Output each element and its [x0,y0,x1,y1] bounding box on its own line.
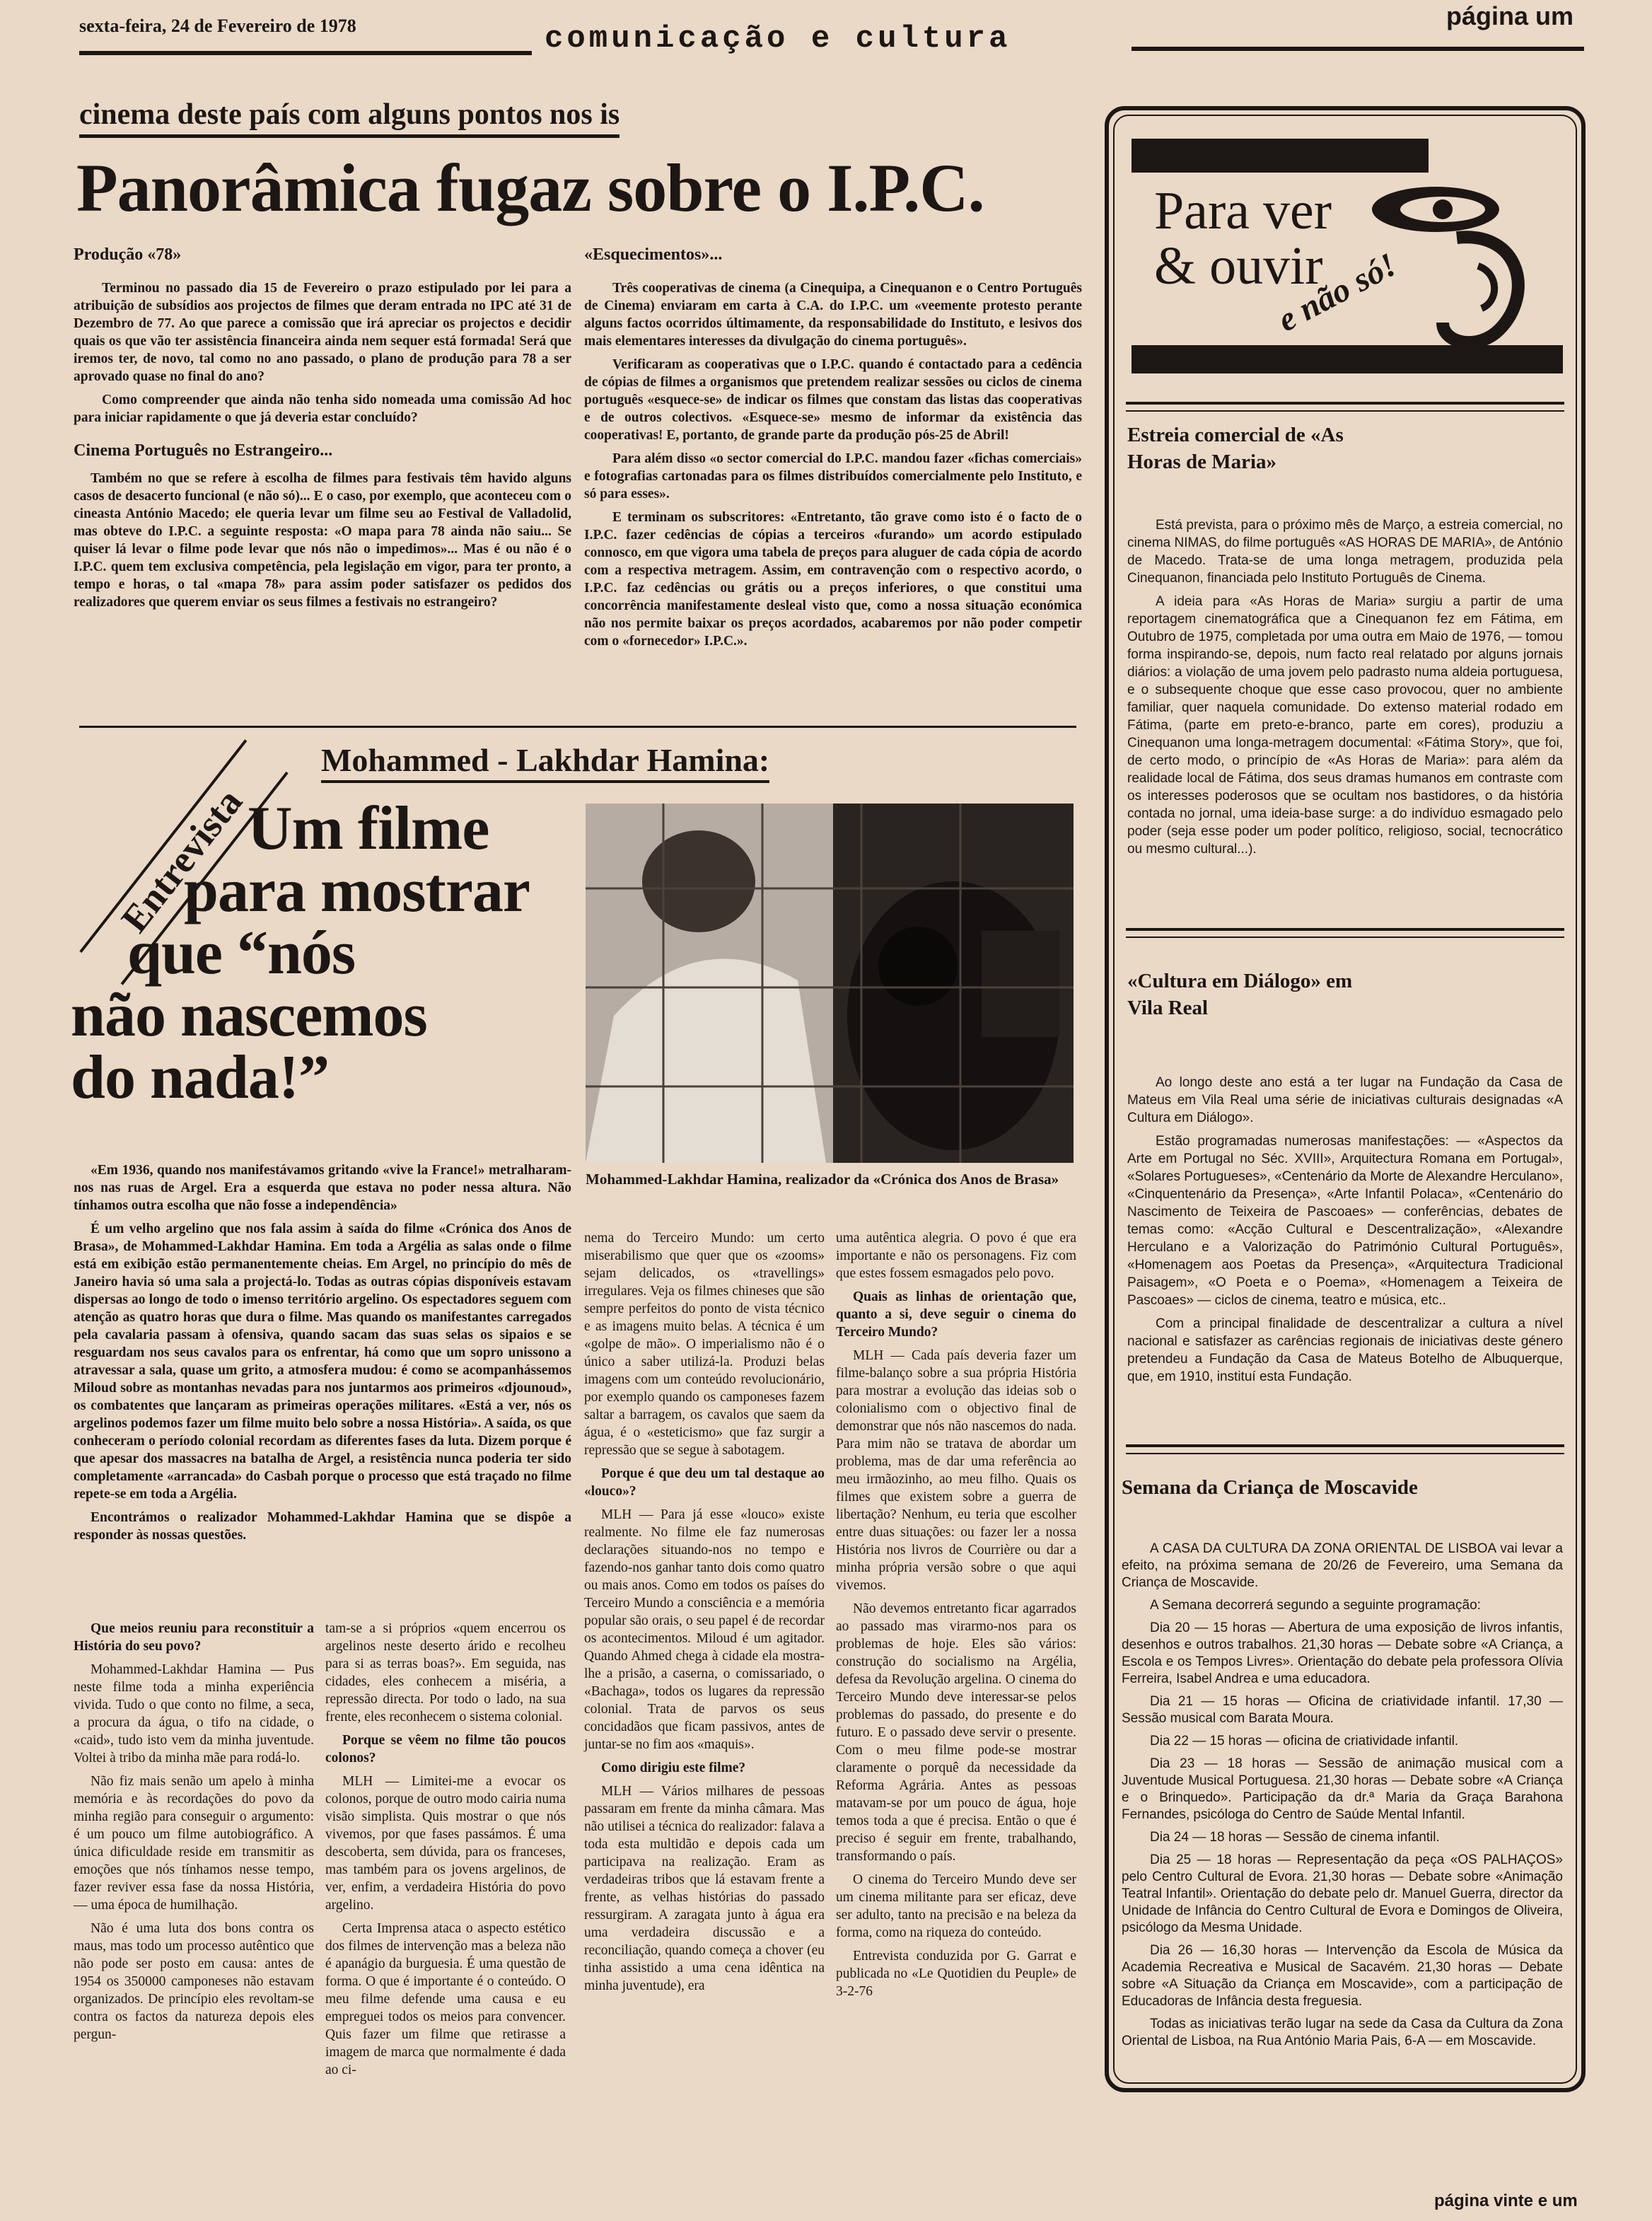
interview-question: Como dirigiu este filme? [601,1761,746,1775]
sidebar-paragraph: Com a principal finalidade de descentralizar a cultura a nível nacional e satisfazer as carências regionais de iniciativas deste género pretendeu a Fundação da Casa de Mateus Botelho de Albuquerque, que, em 1910, instituí esta Fundação. [1127,1316,1563,1384]
sidebar-paragraph: Estão programadas numerosas manifestações: — «Aspectos da Arte em Portugal no Séc. XVIII», Arquitectura Romana em Portugal», «Solares Portugueses», «Centenário da Morte de Alexandre Herculano», «Cinquentenário da Presença», «Arte Infantil Polaca», «Centenário do Nascimento de Teixeira de Pascoaes» — conferências, debates de temas como: «Acção Cultural e Descentralização», «Alexandre Herculano e a Valorização do Património Cultural Português», «Homenagem aos Poetas da Presença», «Arquitectura Tradicional Paisagem», «O Poeta e o Poema», «Homenagem a Teixeira de Pascoaes» — ciclos de cinema, teatro e música, etc.. [1127,1134,1563,1308]
section-title: comunicação e cultura [545,21,1011,57]
interview-answer: nema do Terceiro Mundo: um certo miserabilismo que quer que os «zooms» sejam delicados, os «travellings» irregulares. Veja os filmes chineses que são sempre perfeitos do ponto de vista técnico e as imagens muito belas. A técnica é um «golpe de mão». O imperialismo não é o único a saber utilizá-la. Produzi belas imagens com um conteúdo revolucionário, por exemplo quando os camponeses fazem saltar a barragem, os cavalos que saem da água, é o «esteticismo» que faz surgir a repressão que se segue à sabotagem. [584,1231,825,1458]
headline-line: não nascemos [71,981,427,1050]
sidebar-item-title: Estreia comercial de «As Horas de Maria» [1127,424,1344,473]
interview-lead [74,1161,571,1550]
sidebar-item-title: Semana da Criança de Moscavide [1122,1476,1418,1499]
interview-tag: Entrevista [112,780,251,941]
interview-answer: Mohammed-Lakhdar Hamina — Pus neste filme toda a minha experiência vivida. Tudo o que conto no filme, a seca, a procura da água, o tifo na cidade, o «caid», tudo isto vem da minha juventude. Voltei à tribo da minha mãe para rodá-lo. [74,1662,314,1765]
sidebar-item-body [1127,516,1563,858]
ipc-subhead-production: Produção «78» [74,245,182,264]
ipc-column-1 [74,246,571,617]
headline-line: para mostrar [184,857,530,925]
ipc-column-2 [584,246,1082,656]
interview-column-c [584,1229,825,2000]
ipc-paragraph: E terminam os subscritores: «Entretanto, tão grave como isto é o facto de o I.P.C. fazer cedências de cópias a terceiros «furando» um acordo estipulado connosco, em que vigora uma tabela de preços para aluguer de cada cópia de acordo com a respectiva metragem. Assim, em contravenção com o respectivo acordo, o I.P.C. faz cedências ou grátis ou a preços inferiores, o que constitui uma concorrência manifestamente desleal visto que, como a nossa situação económica não nos permite baixar os preços acordados, acabaremos por não poder competir com o «fornecedor» I.P.C.». [584,510,1082,649]
interview-headline [71,794,580,1112]
headline-line: do nada!” [71,1043,330,1112]
continued-on-page: página vinte e um [1434,2191,1578,2210]
photo-illustration [586,804,1074,1163]
logo-line-1: Para ver [1154,181,1332,240]
programme-day: Dia 20 — 15 horas — Abertura de uma exposição de livros infantis, desenhos e outros trabalhos. 21,30 horas — Debate sobre «A Criança, a Escola e os Tempos Livres». Orientação do debate pela professora Olívia Ferreira, Isabel Andrea e uma educadora. [1122,1620,1563,1686]
ipc-paragraph: Como compreender que ainda não tenha sido nomeada uma comissão Ad hoc para iniciar rapidamente o que já deveria estar concluído? [74,393,571,425]
interview-question: Porque se vêem no filme tão poucos colonos? [325,1733,566,1765]
sidebar-paragraph: A Semana decorrerá segundo a seguinte programação: [1150,1598,1481,1613]
headline-line: Um filme [248,794,489,863]
programme-day: Dia 21 — 15 horas — Oficina de criatividade infantil. 17,30 — Sessão musical com Barata Moura. [1122,1694,1563,1726]
ipc-subhead-forgetting: «Esquecimentos»... [584,245,723,264]
interview-answer: uma autêntica alegria. O povo é que era importante e não os personagens. Fiz com que estes fossem esmagados pelo povo. [836,1231,1076,1281]
ipc-paragraph: Terminou no passado dia 15 de Fevereiro o prazo estipulado por lei para a atribuição de subsídios aos projectos de filmes que deram entrada no IPC até 31 de Dezembro de 77. Ao que parece a comissão que irá apreciar os projectos e decidir quais os que vão ter assistência financeira ainda nem sequer está formada! Será que iremos ter, de novo, tal como no ano passado, o plano de produção para 78 a ser aprovado quase no final do ano? [74,281,571,384]
masthead-rule-right [1132,47,1584,51]
interview-answer: Certa Imprensa ataca o aspecto estético dos filmes de intervenção mas a beleza não é apanágio da burguesia. É uma questão de forma. O que é importante é o conteúdo. O meu filme defende uma causa e eu empreguei todos os meios para convencer. Quis fazer um filme que retirasse a imagem de marca que normalmente é dada ao ci- [325,1921,566,2077]
sidebar-paragraph: Está prevista, para o próximo mês de Março, a estreia comercial, no cinema NIMAS, do filme português «AS HORAS DE MARIA», de António de Macedo. Trata-se de uma longa metragem, produzida pela Cinequanon, financiada pelo Instituto Português de Cinema. [1127,518,1563,586]
programme-day: Dia 23 — 18 horas — Sessão de animação musical com a Juventude Musical Portuguesa. 21,30 horas — Debate sobre «A Criança e o Brinquedo». Participação da dr.ª Maria da Graça Barahona Fernandes, psicóloga do Centro de Saúde Mental Infantil. [1122,1756,1563,1822]
masthead-date: sexta-feira, 24 de Fevereiro de 1978 [79,16,356,36]
sidebar-paragraph: A ideia para «As Horas de Maria» surgiu a partir de uma reportagem cinematográfica que a Cinequanon fez em Fátima, em Outubro de 1975, completada por uma outra em Maio de 1976, — tomou forma inspirando-se, depois, num facto real relatado por alguns jornais diários: a violação de uma jovem pelo padrasto numa aldeia portuguesa, e o subsequente choque que esse caso provocou, quer no ambiente familiar, quer naquela comunidade. Do extenso material rodado em Fátima, (parte em preto-e-branco, parte em cores), produziu a Cinequanon uma longa-metragem documental: «Fátima Story», que foi, de certo modo, o princípio de «As Horas de Maria»: para além da realidade local de Fátima, dos seus dramas humanos em contraste com os interesses poderosos que se ocultam nos bastidores, o da história contada no jornal, uma ideia-base surge: a do indivíduo esmagado pelo poder (seja esse poder um poder político, religioso, social, tecnocrático ou mesmo cultural...). [1127,594,1563,857]
sidebar-item-title: «Cultura em Diálogo» em Vila Real [1127,970,1353,1019]
interview-answer: MLH — Cada país deveria fazer um filme-balanço sobre a sua própria História para mostrar a evolução das ideias sob o colonialismo com o objectivo final de demonstrar que nós não nascemos do nada. Para mim não se tratava de abordar um problema, mas de dar uma referência ao meu irmãozinho, ao meu filho. Quais os filmes que existem sobre a guerra de libertação? Nenhum, eu teria que escolher entre duas situações: ou fazer ler a nossa História nos livros de Courrière ou dar a minha própria versão sobre o que aqui vivemos. [836,1348,1076,1593]
sidebar-rule [1126,1444,1564,1447]
page-number: página um [1446,1,1574,30]
article-divider [79,726,1076,728]
masthead-rule-left [79,51,532,55]
interview-credit: Entrevista conduzida por G. Garrat e publicada no «Le Quotidien du Peuple» de 3-2-76 [836,1949,1076,1999]
interview-column-d [836,1229,1076,2006]
ipc-paragraph: Verificaram as cooperativas que o I.P.C. quando é contactado para a cedência de cópias de filmes a organismos que pretendem realizar sessões ou ciclos de cinema português «esquece-se» de indicar os filmes que constam das listas das cooperativas e de outros colectivos. «Esquece-se» mesmo de informar da existência das cooperativas! E, portanto, de grande parte da produção pós-25 de Abril! [584,357,1082,443]
sidebar-paragraph: Ao longo deste ano está a ter lugar na Fundação da Casa de Mateus em Vila Real uma série de iniciativas culturais designadas «A Cultura em Diálogo». [1127,1075,1563,1125]
interview-answer: Não fiz mais senão um apelo à minha memória e às recordações do povo da minha região para conseguir o argumento: é um pouco um filme autobiográfico. A única dificuldade reside em transmitir as emoções que nós tínhamos nesse tempo, fazer reviver essa fase da nossa História, — uma época de humilhação. [74,1774,314,1913]
interview-question: Quais as linhas de orientação que, quanto a si, deve seguir o cinema do Terceiro Mundo? [836,1289,1076,1340]
sidebar-rule [1126,928,1564,931]
ipc-paragraph: Para além disso «o sector comercial do I.P.C. mandou fazer «fichas comerciais» e fotografias cartonadas para os filmes distribuídos comercialmente pelo Instituto, e só para esses». [584,451,1082,501]
headline-line: que “nós [127,919,356,987]
programme-day: Dia 25 — 18 horas — Representação da peça «OS PALHAÇOS» pelo Centro Cultural de Evora. 21,30 horas — Debate sobre «Animação Teatral Infantil». Orientação do debate pelo dr. Manuel Guerra, director da Unidade de Infância do Centro Cultural de Evora e Domingos de Oliveira, psicólogo da Mesma Unidade. [1122,1852,1563,1935]
interview-answer: Não é uma luta dos bons contra os maus, mas todo um processo autêntico que não pode ser posto em causa: antes de 1954 os 350000 camponeses não estavam organizados. De princípio eles revoltam-se contra os factos da natureza depois eles pergun- [74,1921,314,2042]
sidebar-rule [1126,1453,1564,1454]
lead-paragraph: Encontrámos o realizador Mohammed-Lakhdar Hamina que se dispôe a responder às nossas questões. [74,1510,571,1543]
programme-day: Dia 26 — 16,30 horas — Intervenção da Escola de Música da Academia Recreativa e Musical de Sacavém. 21,30 horas — Debate sobre «A Situação da Criança em Moscavide», com a participação de Educadoras de Infância desta freguesia. [1122,1943,1563,2009]
interview-answer: O cinema do Terceiro Mundo deve ser um cinema militante para ser eficaz, deve ser adulto, tanto na precisão e na beleza da forma, como na riqueza do conteúdo. [836,1872,1076,1940]
logo-bottom-bar [1132,345,1563,373]
sidebar-item-as-horas-de-maria [1127,422,1563,864]
sidebar-item-body [1127,1074,1563,1386]
lead-paragraph: É um velho argelino que nos fala assim à saída do filme «Crónica dos Anos de Brasa», de Mohammed-Lakhdar Hamina. Em toda a Argélia as salas onde o filme está em exibição estão permanentemente cheias. Em Argel, no princípio do mês de Janeiro havia só uma sala a projectá-lo. Todas as outras cópias disponíveis estavam dispersas ao longo de todo o imenso território argelino. Os espectadores seguem com atenção as quatro horas que dura o filme. Mas quando os manifestantes carregados pela cavalaria passam à ofensiva, quando sacam das suas selas os sipaios e se resguardam nos seus cavalos para os enfrentar, há como que um sopro unissono a atravessar a sala, quase um grito, a atmosfera mudou: é como se acompanhássemos Miloud sobre as montanhas nevadas para nos juntarmos aos primeiros «djounoud», os combatentes que lançaram as primeiras operações militares. «Está a ver, nós os argelinos podemos fazer um filme muito belo sobre a nossa História». A saída, os que conheceram o período colonial recordam as diferentes fases da luta. Dizem porque é que apesar dos massacres na batalha de Argel, a resistência nunca poderia ter sido completamente «arrancada» do Casbah porque o processo que está traçado no filme repete-se em toda a Argélia. [74,1222,571,1502]
sidebar-rule [1126,936,1564,938]
interviewee-name: Mohammed - Lakhdar Hamina: [321,741,769,783]
ipc-subhead-abroad: Cinema Português no Estrangeiro... [74,441,333,460]
interview-question: Que meios reuniu para reconstituir a História do seu povo? [74,1621,314,1654]
sidebar-rule [1126,410,1564,412]
logo-line-2: & ouvir [1154,236,1323,296]
interview-question: Porque é que deu um tal destaque ao «louco»? [584,1466,825,1499]
interview-column-b [325,1620,566,2084]
sidebar-paragraph: A CASA DA CULTURA DA ZONA ORIENTAL DE LISBOA vai levar a efeito, na próxima semana de 20/26 de Fevereiro, uma Semana da Criança de Moscavide. [1122,1541,1563,1590]
sidebar-item-semana-da-crianca [1122,1474,1563,2055]
interview-answer: tam-se a si próprios «quem encerrou os argelinos neste deserto árido e recolheu para si as terras boas?». Em seguida, nas cidades, eles conhecem a miséria, a repressão directa. Por todo o lado, na sua frente, eles reconhecem o sistema colonial. [325,1621,566,1724]
interview-answer: MLH — Vários milhares de pessoas passaram em frente da minha câmara. Mas não utilisei a técnica do realizador: falava a toda esta multidão e depois cada um participava na realização. Eram as verdadeiras tribos que lá estavam frente a frente, as velhas histórias do passado ressurgiram. A zaragata junto à água era uma verdadeira discussão e a reconciliação, quando começa a chover (eu tinha assistido a uma cena idêntica na minha juventude), era [584,1784,825,1993]
programme-day: Dia 24 — 18 horas — Sessão de cinema infantil. [1150,1830,1440,1845]
sidebar-item-body [1122,1541,1563,2050]
sidebar-logo [1132,139,1563,379]
programme-day: Dia 22 — 15 horas — oficina de criatividade infantil. [1150,1734,1459,1749]
ipc-paragraph: Também no que se refere à escolha de filmes para festivais têm havido alguns casos de desacerto funcional (e não só)... E o caso, por exemplo, que aconteceu com o cineasta António Macedo; ele queria levar um filme seu ao Festival de Valladolid, mas obteve do I.P.C. a seguinte resposta: «O mapa para 78 ainda não saiu... Se quiser lá levar o filme pode levar que nós não o impedimos»... Mas é ou não é o I.P.C. quem tem exclusiva competência, pela legislação em vigor, para ter pronto, a tempo e horas, o tal «mapa 78» para assim poder satisfazer os pedidos dos realizadores que querem enviar os seus filmes a festivais no estrangeiro? [74,471,571,610]
logo-tag: e não só! [1272,245,1403,340]
sidebar-item-cultura-em-dialogo [1127,968,1563,1391]
sidebar-rule [1126,402,1564,405]
interview-answer: MLH — Limitei-me a evocar os colonos, porque de outro modo cairia numa visão simplista. Quis mostrar o que nós vivemos, por que fases passámos. É uma descoberta, sem dúvida, para os franceses, mas também para os jovens argelinos, de ver, enfim, a verdadeira História do povo argelino. [325,1774,566,1913]
lead-paragraph: «Em 1936, quando nos manifestávamos gritando «vive la France!» metralharam-nos nas ruas de Argel. Era a esquerda que estava no poder nessa altura. Não tínhamos outra escolha que não fosse a independência» [74,1163,571,1213]
interview-column-a [74,1620,314,2049]
ipc-headline: Panorâmica fugaz sobre o I.P.C. [76,150,984,226]
ipc-kicker: cinema deste país com alguns pontos nos is [79,98,620,138]
photo-caption: Mohammed-Lakhdar Hamina, realizador da «Crónica dos Anos de Brasa» [586,1171,1059,1188]
interview-photo [586,804,1074,1163]
sidebar-paragraph: Todas as iniciativas terão lugar na sede da Casa da Cultura da Zona Oriental de Lisboa, na Rua António Maria Pais, 6-A — em Moscavide. [1122,2017,1563,2048]
ipc-paragraph: Três cooperativas de cinema (a Cinequipa, a Cinequanon e o Centro Português de Cinema) enviaram em carta à C.A. do I.P.C. um «veemente protesto perante alguns factos ocorridos últimamente, da responsabilidade do Instituto, e lesivos dos mais elementares interesses da divulgação do cinema português». [584,281,1082,349]
interview-answer: Não devemos entretanto ficar agarrados ao passado mas virarmo-nos para os problemas de hoje. Eles são vários: construção do socialismo na Argélia, defesa da Revolução argelina. O cinema do Terceiro Mundo deve interessar-se pelos problemas do passado, do presente e do futuro. E o passado deve servir o presente. Com o meu filme pode-se mostrar claramente o porquê da necessidade da Reforma Agrária. Antes as pessoas matavam-se por um pouco de água, hoje temos toda a que é precisa. Então o que é preciso é seguir em frente, trabalhando, transformando o país. [836,1601,1076,1864]
interview-answer: MLH — Para já esse «louco» existe realmente. No filme ele faz numerosas declarações situando-nos no tempo e fazendo-nos ganhar tanto dois como quatro ou mais anos. Como em todos os países do Terceiro Mundo a consciência e a memória popular são orais, o seu papel é de recordar os acontecimentos. Miloud é um agitador. Quando Ahmed chega à cidade ela mostra-lhe a prisão, a caserna, o comissariado, o «Bachaga», todos os lugares da repressão colonial. Trata de parvos os seus concidadãos que ficam passivos, antes de juntar-se no fim aos «maquis». [584,1507,825,1752]
